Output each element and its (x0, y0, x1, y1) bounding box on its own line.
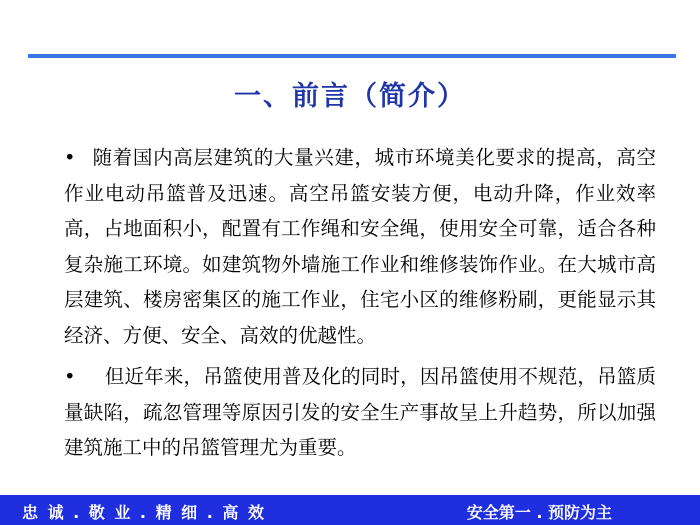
bullet-paragraph-1 (64, 140, 656, 353)
paragraph-text: 随着国内高层建筑的大量兴建，城市环境美化要求的提高，高空作业电动吊篮普及迅速。高空吊篮安装方便，电动升降，作业效率高，占地面积小，配置有工作绳和安全绳，使用安全可靠，适合各种复杂施工环境。如建筑物外墙施工作业和维修装饰作业。在大城市高层建筑、楼房密集区的施工作业，住宅小区的维修粉刷，更能显示其经济、方便、安全、高效的优越性。 (64, 146, 656, 347)
footer-motto: 忠 诚 . 敬 业 . 精 细 . 高 效 (22, 503, 266, 522)
bullet-icon: • (64, 365, 76, 388)
footer-safety-slogan: 安全第一 . 预防为主 (466, 503, 612, 522)
footer-bar (0, 495, 700, 525)
bullet-icon: • (64, 146, 76, 169)
paragraph-text: 但近年来，吊篮使用普及化的同时，因吊篮使用不规范，吊篮质量缺陷，疏忽管理等原因引发的安全生产事故呈上升趋势，所以加强建筑施工中的吊篮管理尤为重要。 (64, 365, 656, 459)
bullet-paragraph-2 (64, 359, 656, 466)
slide-title: 一、前言（简介） (234, 81, 466, 112)
slide-body (64, 140, 656, 472)
top-divider (28, 54, 676, 58)
